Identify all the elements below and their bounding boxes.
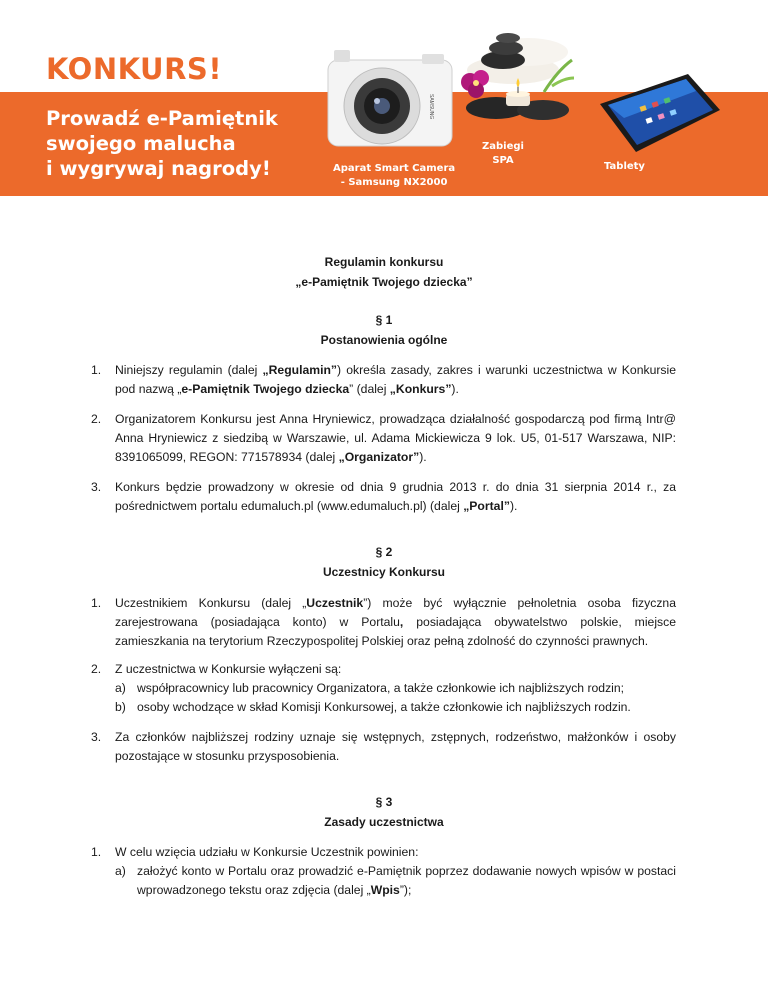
paragraph xyxy=(91,478,676,516)
tablet-image xyxy=(596,70,724,156)
document-title-block xyxy=(0,252,768,292)
bold-comma: , xyxy=(399,615,404,629)
defined-term: „Konkurs” xyxy=(389,382,452,396)
section-title: Postanowienia ogólne xyxy=(320,333,448,347)
paragraph-text xyxy=(115,410,676,467)
section-3-heading xyxy=(0,792,768,832)
list-item-text: założyć konto w Portalu oraz prowadzić e-Pamiętnik poprzez dodawanie nowych wpisów w postaci wprowadzonego tekstu oraz zdjęcia (dalej „ xyxy=(137,864,676,897)
defined-term: Wpis xyxy=(370,883,400,897)
prize-label-line: Zabiegi xyxy=(482,141,524,152)
list-item-text: współpracownicy lub pracownicy Organizatora, a także członkowie ich najbliższych rodzin; xyxy=(137,681,625,695)
defined-term: e-Pamiętnik Twojego dziecka xyxy=(181,382,350,396)
list-letter: b) xyxy=(115,700,126,714)
paragraph-text xyxy=(115,361,676,399)
paragraph-number: 1. xyxy=(91,845,102,859)
section-number: § 2 xyxy=(375,545,393,559)
list-item xyxy=(115,679,676,698)
text-run: Niniejszy regulamin (dalej xyxy=(115,363,263,377)
list-item xyxy=(115,698,676,717)
section-1-heading xyxy=(0,310,768,350)
tagline-line: swojego malucha xyxy=(46,132,236,155)
paragraph-number: 1. xyxy=(91,596,102,610)
paragraph-number: 2. xyxy=(91,662,102,676)
paragraph xyxy=(91,594,676,651)
text-run: ). xyxy=(509,499,518,513)
paragraph xyxy=(91,728,676,766)
prize-label-spa xyxy=(478,140,528,168)
defined-term: Uczestnik xyxy=(306,596,364,610)
text-run: Uczestnikiem Konkursu (dalej „ xyxy=(115,596,307,610)
paragraph-text: Za członków najbliższej rodziny uznaje się wstępnych, zstępnych, rodzeństwo, małżonków i osoby pozostające w stosunku przysposobienia. xyxy=(115,730,676,763)
banner-tagline xyxy=(46,106,278,181)
tagline-line: i wygrywaj nagrody! xyxy=(46,157,271,180)
paragraph-text xyxy=(115,478,676,516)
text-run: ”) może być wyłącznie pełnoletnia osoba fizyczna zarejestrowana (posiadająca konto) w Portalu xyxy=(115,596,676,629)
paragraph xyxy=(91,410,676,467)
spa-image xyxy=(448,30,578,130)
list-item-text: osoby wchodzące w skład Komisji Konkursowej, a także członkowie ich najbliższych rodzin. xyxy=(137,700,631,714)
text-run: ). xyxy=(451,382,459,396)
prize-label-tablet: Tablety xyxy=(604,161,645,172)
document-title: Regulamin konkursu xyxy=(324,255,444,269)
list-item xyxy=(115,862,676,900)
prize-label-camera xyxy=(333,162,455,190)
text-run: ”); xyxy=(399,883,412,897)
text-run: Konkurs będzie prowadzony w okresie od dnia 9 grudnia 2013 r. do dnia 31 sierpnia 2014 r., za pośrednictwem portalu edumaluch.pl (www.edumaluch.pl) (dalej xyxy=(115,480,676,513)
text-run: Z uczestnictwa w Konkursie wyłączeni są: xyxy=(115,662,342,676)
text-run: ). xyxy=(419,450,427,464)
text-run: posiadająca obywatelstwo polskie, miejsce zamieszkania na terytorium Rzeczypospolitej Polskiej oraz pełną zdolność do czynności prawnych. xyxy=(115,615,676,648)
text-run: W celu wzięcia udziału w Konkursie Uczestnik powinien: xyxy=(115,845,419,859)
section-number: § 1 xyxy=(375,313,393,327)
prize-label-line: SPA xyxy=(492,155,514,166)
text-run: ” (dalej xyxy=(349,382,390,396)
document-subtitle: „e-Pamiętnik Twojego dziecka” xyxy=(295,275,473,289)
paragraph-text xyxy=(115,843,676,900)
camera-image xyxy=(322,48,458,158)
text-run: ) określa zasady, zakres i warunki uczestnictwa w Konkursie pod nazwą „ xyxy=(115,363,676,396)
paragraph-text xyxy=(115,594,676,651)
list-letter: a) xyxy=(115,681,126,695)
tagline-line: Prowadź e-Pamiętnik xyxy=(46,107,278,130)
promo-banner xyxy=(0,0,768,196)
section-2-heading xyxy=(0,542,768,582)
prize-label-line: - Samsung NX2000 xyxy=(340,177,448,188)
list-letter: a) xyxy=(115,864,126,878)
section-title: Uczestnicy Konkursu xyxy=(322,565,446,579)
paragraph xyxy=(91,843,676,900)
defined-term: „Organizator” xyxy=(338,450,420,464)
text-run: Organizatorem Konkursu jest Anna Hryniewicz, prowadząca działalność gospodarczą pod firmą Intr@ Anna Hryniewicz z siedzibą w Warszawie, ul. Adama Mickiewicza 9 lok. U5, 01-517 Warszawa, NIP: 8391065099, REGON: 771578934 (dalej xyxy=(115,412,676,464)
defined-term: „Portal” xyxy=(463,499,510,513)
section-title: Zasady uczestnictwa xyxy=(324,815,444,829)
defined-term: „Regulamin” xyxy=(262,363,338,377)
paragraph-number: 3. xyxy=(91,480,102,494)
banner-title: KONKURS! xyxy=(46,52,223,86)
prize-label-line: Aparat Smart Camera xyxy=(333,163,456,174)
section-number: § 3 xyxy=(375,795,393,809)
paragraph xyxy=(91,660,676,717)
paragraph-number: 2. xyxy=(91,412,102,426)
paragraph xyxy=(91,361,676,399)
camera-brand-text: SAMSUNG xyxy=(428,94,434,120)
paragraph-number: 3. xyxy=(91,730,102,744)
paragraph-text xyxy=(115,660,676,717)
paragraph-number: 1. xyxy=(91,363,102,377)
